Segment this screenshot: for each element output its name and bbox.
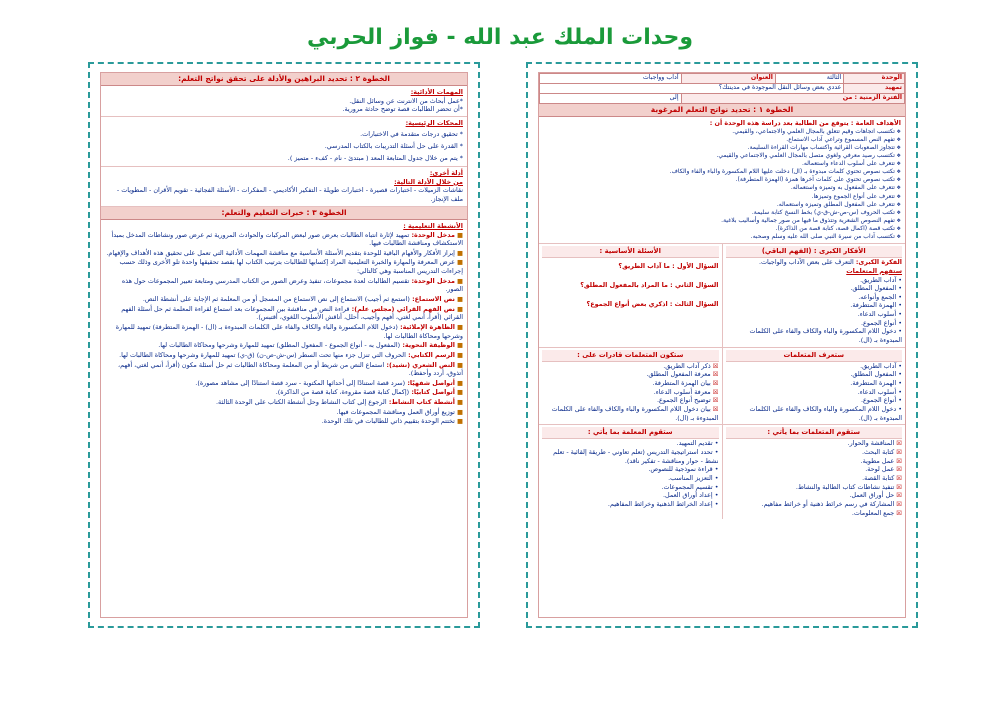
other-sub-label: من خلال الأدلة التالية:: [394, 177, 463, 186]
activity-label: النص الشعري (نشيد):: [384, 360, 455, 369]
task-item: *أن تحضر الطالبات قصة توضح حادثة مرورية.: [342, 105, 463, 114]
know-item: • المفعول المطلق.: [726, 370, 903, 379]
activity-text: (إكمال كتابة قصة مقروءة، كتابة قصة من الذاكرة).: [275, 388, 410, 397]
activity-item: [105, 361, 463, 378]
step1-heading: الخطوة ١ : تحديد نواتج التعلم المرغوبة: [539, 104, 905, 117]
activity-text: الرجوع إلى كتاب النشاط وحل أنشطة الكتاب على الوحدة الثالثة.: [216, 398, 387, 407]
big-ideas-heading: الأفكار الكبرى : (الفهم الباقي): [726, 246, 903, 258]
activities-block: [101, 220, 467, 429]
evidence-sheet: [100, 72, 468, 618]
activity-item: [105, 231, 463, 248]
goal-item: ❖ تفهم النص المسموع وتراعي آداب الاستماع.: [543, 136, 901, 144]
activity-text: (المفعول به - أنواع الجموع - المفعول المطلق) تمهيد للمهارة وشرحها ومحاكاة الطالبات لها.: [158, 341, 401, 350]
activity-item: [105, 398, 463, 407]
able-heading: ستكون المتعلمات قادرات على :: [542, 350, 719, 362]
page-banner: وحدات الملك عبد الله - فواز الحربي: [306, 25, 694, 50]
bullet-icon: ■: [454, 322, 463, 331]
activities-list: [105, 231, 463, 426]
activity-label: مدخل الوحدة:: [409, 276, 455, 285]
tasks-block: [101, 86, 467, 117]
activity-text: (سرد قصة استنادًا إلى أحداثها المكتوبة - سرد قصة استنادًا إلى مشاهد مصورة).: [195, 378, 406, 387]
criteria-block: [101, 117, 467, 167]
understand-item: • المفعول المطلق.: [726, 284, 903, 293]
activity-text: قراءة النص في مناقشة بين المجموعات بعد استماع لقراءة المعلمة ثم حل أسئلة الفهم القرائي (أقرأ، أنمي لغتي، أفهم وأجيب، أحلل، أناقش الأسلوب اللغوي، أقتبس).: [121, 304, 463, 322]
essential-questions-heading: الأسئلة الأساسية :: [542, 246, 719, 258]
criteria-item: * القدرة على حل أسئلة التدريبات بالكتاب المدرسي.: [324, 141, 463, 150]
bullet-icon: ■: [454, 360, 463, 369]
activity-item: [105, 379, 463, 388]
essential-question: السؤال الثالث : اذكري بعض أنواع الجموع؟: [586, 299, 719, 308]
know-item: • أنواع الجموع.: [726, 396, 903, 405]
understand-item: • آداب الطريق.: [726, 276, 903, 285]
activity-item: [105, 351, 463, 360]
title-value: آداب وواجبات: [540, 74, 682, 84]
activity-item: [105, 417, 463, 426]
understand-list: [726, 276, 903, 345]
activity-item: [105, 258, 463, 275]
intro-value: عددي بعض وسائل النقل الموجودة في مدينتك؟: [540, 84, 844, 94]
activity-text: تمهيد لإثارة انتباه الطالبات بعرض صور لبعض المركبات والحوادث المرورية ثم عرض صور ونشاطات المدخل بمبدأ الاستكشاف ومناقشة الطالبات فيها.: [111, 230, 463, 248]
step2-heading: الخطوة ٢ : تحديد البراهين والأدلة على تحقق نواتج التعلم:: [101, 73, 467, 86]
goals-list: [543, 128, 901, 241]
activity-label: مدخل الوحدة:: [409, 230, 455, 239]
teacher-task: • قراءة نموذجية للنصوص.: [542, 465, 719, 474]
bullet-icon: ■: [454, 417, 463, 426]
unit-value: الثالثة: [775, 74, 843, 84]
activity-item: [105, 408, 463, 417]
know-list: [726, 362, 903, 422]
bullet-icon: ■: [454, 378, 463, 387]
able-list: [542, 362, 719, 422]
unit-label: الوحدة: [844, 74, 905, 84]
activity-text: (دخول اللام المكسورة والباء والكاف والفاء على الكلمات المبدوءة بـ (ال) - الهمزة المتطرفة) تمهيد للمهارة وشرحها ومحاكاة الطالبات لها.: [115, 322, 463, 340]
activity-label: الظاهرة الإملائية:: [397, 322, 455, 331]
unit-plan-sheet: [538, 72, 906, 618]
activity-text: الحروف التي تنزل جزء منها تحت السطر (س-ش-ص-ن) (ق-ي) تمهيد للمهارة وشرحها ومحاكاة الطالبات لها.: [119, 350, 406, 359]
goal-item: ❖ تكتب نصوص تحتوي على كلمات آخرها همزة (الهمزة المتطرفة).: [543, 176, 901, 184]
other-label: أدلة أخرى:: [429, 169, 463, 178]
criteria-label: المحكات الرئيسية:: [405, 119, 463, 128]
bullet-icon: ■: [454, 304, 463, 313]
activity-item: [105, 388, 463, 397]
teacher-task: • تقديم التمهيد.: [542, 439, 719, 448]
essential-question: السؤال الأول : ما آداب الطريق؟: [618, 262, 719, 271]
goal-item: ❖ تتعرف على أسلوب الدعاء واستعماله.: [543, 160, 901, 168]
understand-item: • الجمع وأنواعه.: [726, 293, 903, 302]
unit-meta-table: [539, 73, 905, 104]
general-goals: [539, 117, 905, 244]
roles-row: [539, 425, 905, 519]
bullet-icon: ■: [454, 230, 463, 239]
learners-list: [726, 439, 903, 517]
activity-text: تختتم الوحدة بتقييم ذاتي للطالبات في تلك الوحدة.: [321, 417, 455, 426]
activity-label: أتواصل كتابيًا:: [409, 388, 455, 397]
criteria-item: * تحقيق درجات متقدمة في الاختبارات.: [360, 129, 463, 138]
intro-label: تمهيد: [844, 84, 905, 94]
bullet-icon: ■: [454, 388, 463, 397]
criteria-list: [105, 128, 463, 165]
learner-task: ☒ المناقشة والحوار.: [726, 439, 903, 448]
teacher-task: • التعزيز المناسب.: [542, 474, 719, 483]
teacher-task: • تقسيم المجموعات.: [542, 483, 719, 492]
tasks-label: المهمات الأدائية:: [410, 88, 463, 97]
activity-label: أتواصل شفهيًا:: [405, 378, 455, 387]
goal-item: ❖ تكتسب اتجاهات وقيم تتعلق بالمجال العلمي والاجتماعي، والقيمي.: [543, 128, 901, 136]
big-ideas-row: [539, 244, 905, 348]
bullet-icon: ■: [454, 248, 463, 257]
teacher-task: • إعداد أوراق العمل.: [542, 491, 719, 500]
time-label: الفترة الزمنية : من: [681, 94, 904, 104]
able-item: ☒ معرفة المفعول المطلق.: [542, 370, 719, 379]
understand-label: ستفهم المتعلمات: [846, 266, 902, 275]
goal-item: ❖ تكتسب رصيد معرفي ولغوي متصل بالمجال العلمي والاجتماعي والقيمي.: [543, 152, 901, 160]
understand-item: • الهمزة المتطرفة.: [726, 301, 903, 310]
activity-label: نص الفهم القرائي (مجلس علم):: [349, 304, 455, 313]
goal-item: ❖ تكتب الحروف (س-ص-ش-ق-ي) بخط النسخ كتابة سليمة.: [543, 209, 901, 217]
activity-text: (استمع ثم أجيب) الاستماع إلى نص الاستماع من المسجل أو من المعلمة ثم الإجابة على أنشطة النص.: [142, 295, 410, 304]
activity-item: [105, 277, 463, 294]
able-item: ☒ توضيح أنواع الجموع.: [542, 396, 719, 405]
teacher-task: • تحدد استراتيجية التدريس (تعلم تعاوني - طريقة إلقائية - تعلم نشط - حوار ومناقشة - تفكير ناقد).: [542, 448, 719, 465]
understand-item: • أنواع الجموع.: [726, 319, 903, 328]
able-item: ☒ ذكر آداب الطريق.: [542, 362, 719, 371]
learner-task: ☒ كتابة القصة.: [726, 474, 903, 483]
bullet-icon: ■: [454, 398, 463, 407]
bullet-icon: ■: [454, 295, 463, 304]
time-value: إلى: [540, 94, 682, 104]
teacher-list: [542, 439, 719, 508]
big-idea-text: التعرف على بعض الآداب والواجبات.: [758, 258, 854, 267]
know-heading: ستعرف المتعلمات: [726, 350, 903, 362]
goal-item: ❖ تتعرف على المفعول المطلق وتميزه واستعماله.: [543, 201, 901, 209]
goal-item: ❖ تتعرف على المفعول به وتميزه واستعماله.: [543, 184, 901, 192]
know-item: • دخول اللام المكسورة والباء والكاف والفاء على الكلمات المبدوءة بـ (ال).: [726, 405, 903, 422]
other-evidence-block: [101, 167, 467, 207]
goals-title: الأهداف العامة : يتوقع من الطالبة بعد دراسة هذه الوحدة أن :: [709, 119, 901, 128]
activity-text: استماع النص من شريط أو من المعلمة ومحاكاة الطالبات ثم حل أسئلة مكون (أقرأ، أنمي لغتي، أفهم، أتذوق، أردد وأحفظ).: [118, 360, 463, 378]
learner-task: ☒ عمل لوحة.: [726, 465, 903, 474]
essential-question: السؤال الثاني : ما المراد بالمفعول المطلق؟: [580, 280, 719, 289]
activity-label: أنشطة كتاب النشاط:: [386, 398, 455, 407]
able-item: ☒ بيان دخول اللام المكسورة والباء والكاف والفاء على الكلمات المبدوءة بـ (ال).: [542, 405, 719, 422]
learner-task: ☒ كتابة البحث.: [726, 448, 903, 457]
tasks-list: [105, 97, 463, 114]
goal-item: ❖ تكتسب آداب من سيرة النبي صلى الله عليه وسلم وصحبه.: [543, 233, 901, 241]
able-item: ☒ بيان الهمزة المتطرفة.: [542, 379, 719, 388]
activity-text: إبراز الأفكار والأفهام الباقية للوحدة بتقديم الأسئلة الأساسية مع مناقشة المهمات الأدائية التي تعمل على تحقيق هذه الأهداف والإفهام.: [106, 248, 455, 257]
big-idea-label: الفكرة الكبرى:: [855, 258, 902, 267]
know-able-row: [539, 348, 905, 426]
know-item: • الهمزة المتطرفة.: [726, 379, 903, 388]
bullet-icon: ■: [454, 341, 463, 350]
goal-item: ❖ تتجاوز الصعوبات القرائية واكتساب مهارات القراءة السليمة.: [543, 144, 901, 152]
questions-list: [542, 258, 719, 308]
able-item: ☒ معرفة أسلوب الدعاء.: [542, 388, 719, 397]
learner-task: ☒ جمع المعلومات.: [726, 509, 903, 518]
activity-label: نص الاستماع:: [409, 295, 455, 304]
learner-task: ☒ عمل مطوية.: [726, 457, 903, 466]
other-evidence-text: نقاشات الزميلات - اختبارات قصيرة - اختبارات طويلة - التفكير الأكاديمي - المفكرات - الأسئلة الفجائية - تقويم الأقران - المطويات - ملف الإنجاز.: [116, 186, 463, 204]
activities-label: الأنشطة التعليمية :: [403, 221, 463, 230]
left-page: [88, 62, 480, 628]
learners-heading: ستقوم المتعلمات بما يأتي :: [726, 427, 903, 439]
step3-heading: الخطوة ٣ : خبرات التعليم والتعلم:: [101, 207, 467, 220]
bullet-icon: ■: [454, 350, 463, 359]
activity-text: تقسيم الطالبات لعدة مجموعات، تنفيذ وعرض الصور من الكتاب المدرسي ومتابعة تعبير المجموعات حول هذه الصور.: [121, 276, 463, 294]
know-item: • أسلوب الدعاء.: [726, 388, 903, 397]
activity-label: الرسم الكتابي:: [405, 350, 455, 359]
goal-item: ❖ تفهم النصوص الشعرية وتتذوق ما فيها من صور جمالية وأساليب بلاغية.: [543, 217, 901, 225]
learner-task: ☒ حل أوراق العمل.: [726, 491, 903, 500]
right-page: [526, 62, 918, 628]
bullet-icon: ■: [454, 407, 463, 416]
know-item: • آداب الطريق.: [726, 362, 903, 371]
activity-item: [105, 295, 463, 304]
learner-task: ☒ تنفيذ نشاطات كتاب الطالبة والنشاط.: [726, 483, 903, 492]
goal-item: ❖ تكتب قصة (اكمال قصة، كتابة قصة من الذاكرة).: [543, 225, 901, 233]
activity-item: [105, 341, 463, 350]
understand-item: • أسلوب الدعاء.: [726, 310, 903, 319]
activity-text: توزيع أوراق العمل ومناقشة المجموعات فيها.: [336, 407, 455, 416]
learner-task: ☒ المشاركة في رسم خرائط ذهنية أو خرائط مفاهيم.: [726, 500, 903, 509]
bullet-icon: ■: [454, 276, 463, 285]
bullet-icon: ■: [454, 258, 463, 267]
activity-item: [105, 323, 463, 340]
activity-label: الوظيفة النحوية:: [400, 341, 455, 350]
understand-item: • دخول اللام المكسورة والباء والكاف والفاء على الكلمات المبدوءة بـ (ال).: [726, 327, 903, 344]
teacher-heading: ستقوم المعلمة بما يأتي :: [542, 427, 719, 439]
goal-item: ❖ تكتب نصوص تحتوي كلمات مبدوءة بـ (ال) دخلت عليها اللام المكسورة والباء والفاء والكاف.: [543, 168, 901, 176]
activity-item: [105, 305, 463, 322]
title-label: العنوان: [681, 74, 775, 84]
goal-item: ❖ تتعرف على أنواع الجموع وتميزها.: [543, 193, 901, 201]
criteria-item: * يتم من خلال جدول المتابعة المعد ( مبتدئ - نام - كفء - متميز ).: [287, 154, 463, 163]
activity-item: [105, 249, 463, 258]
task-item: *عمل أبحاث من الانترنت عن وسائل النقل.: [349, 96, 463, 105]
teacher-task: • إعداد الخرائط الذهنية وخرائط المفاهيم.: [542, 500, 719, 509]
activity-text: عرض المعرفة والمهارة والخبرة التعليمية المراد إكسابها للطالبات بترتيب الكتاب لها بقصد تحقيقها واحدة تلو الأخرى وذلك حسب إجراءات التدريس المناسبة وهي كالتالي:: [119, 258, 463, 276]
